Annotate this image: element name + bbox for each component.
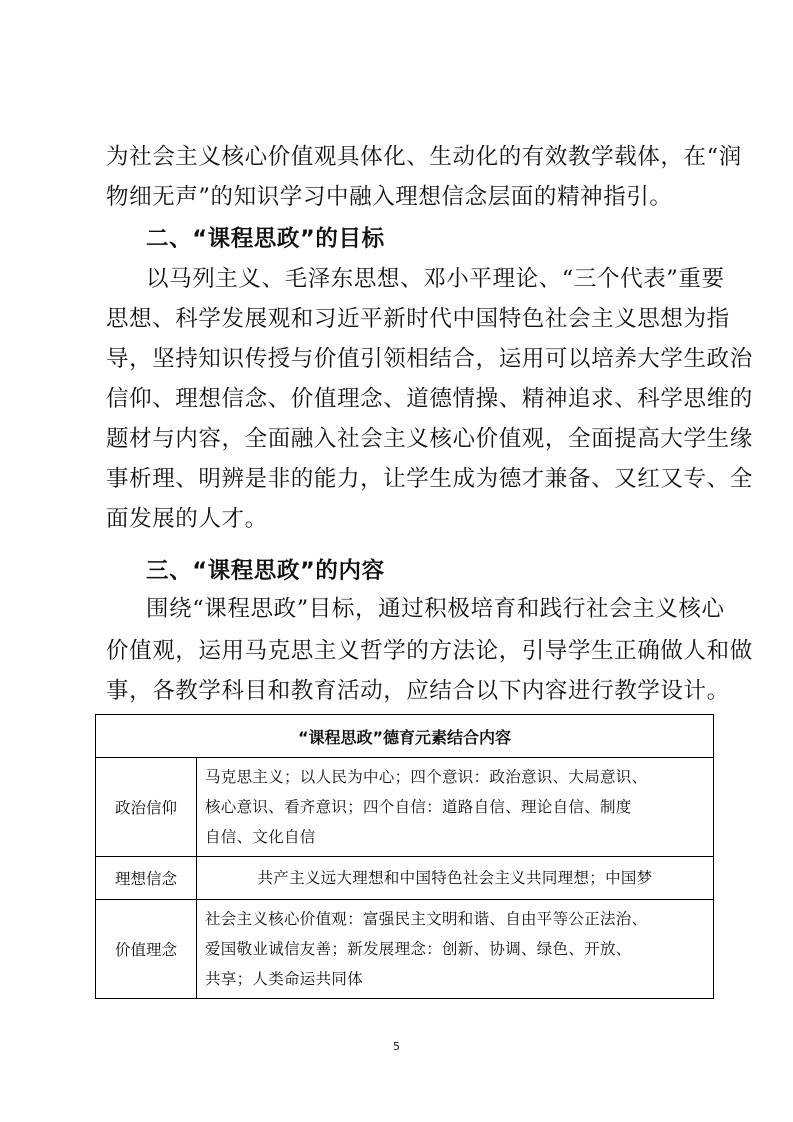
content-line: 爱国敬业诚信友善；新发展理念：创新、协调、绿色、开放、 [205,940,632,958]
paragraph-2-line-3: 导，坚持知识传授与价值引领相结合，运用可以培养大学生政治 [106,346,753,372]
row-content-political-belief [197,758,714,857]
content-line: 共享；人类命运共同体 [205,970,364,988]
section-heading-content: 三、“课程思政”的内容 [146,558,385,584]
content-line: 自信、文化自信 [205,828,316,846]
paragraph-3-line-2: 价值观，运用马克思主义哲学的方法论，引导学生正确做人和做 [106,638,753,664]
paragraph-2-line-7: 面发展的人才。 [106,506,268,532]
paragraph-3-line-3: 事，各教学科目和教育活动，应结合以下内容进行教学设计。 [106,678,730,704]
content-line: 核心意识、看齐意识；四个自信：道路自信、理论自信、制度 [205,798,632,816]
row-label-value-concept: 价值理念 [96,900,197,999]
paragraph-2-line-6: 事析理、明辨是非的能力，让学生成为德才兼备、又红又专、全 [106,466,753,492]
row-label-ideal-belief: 理想信念 [96,857,197,900]
content-line: 马克思主义；以人民为中心；四个意识：政治意识、大局意识、 [205,768,648,786]
row-label-political-belief: 政治信仰 [96,758,197,857]
page-number: 5 [393,1040,400,1053]
paragraph-2-line-1: 以马列主义、毛泽东思想、邓小平理论、“三个代表”重要 [146,266,725,292]
paragraph-2-line-4: 信仰、理想信念、价值理念、道德情操、精神追求、科学思维的 [106,386,753,412]
row-content-ideal-belief [197,857,714,900]
content-line: 社会主义核心价值观：富强民主文明和谐、自由平等公正法治、 [205,910,648,928]
table-caption-row [96,715,714,758]
row-content-value-concept [197,900,714,999]
paragraph-3-line-1: 围绕“课程思政”目标，通过积极培育和践行社会主义核心 [146,596,725,622]
paragraph-2-line-2: 思想、科学发展观和习近平新时代中国特色社会主义思想为指 [106,306,730,332]
table-row [96,857,714,900]
paragraph-1-line-2: 物细无声”的知识学习中融入理想信念层面的精神指引。 [106,184,673,210]
table-row [96,758,714,857]
table-caption: “课程思政”德育元素结合内容 [96,715,714,758]
paragraph-2-line-5: 题材与内容，全面融入社会主义核心价值观，全面提高大学生缘 [106,426,753,452]
section-heading-goals: 二、“课程思政”的目标 [146,226,385,252]
moral-elements-table [95,714,714,999]
paragraph-1-line-1: 为社会主义核心价值观具体化、生动化的有效教学载体，在“润 [106,144,742,170]
table-row [96,900,714,999]
content-line: 共产主义远大理想和中国特色社会主义共同理想；中国梦 [257,869,653,887]
